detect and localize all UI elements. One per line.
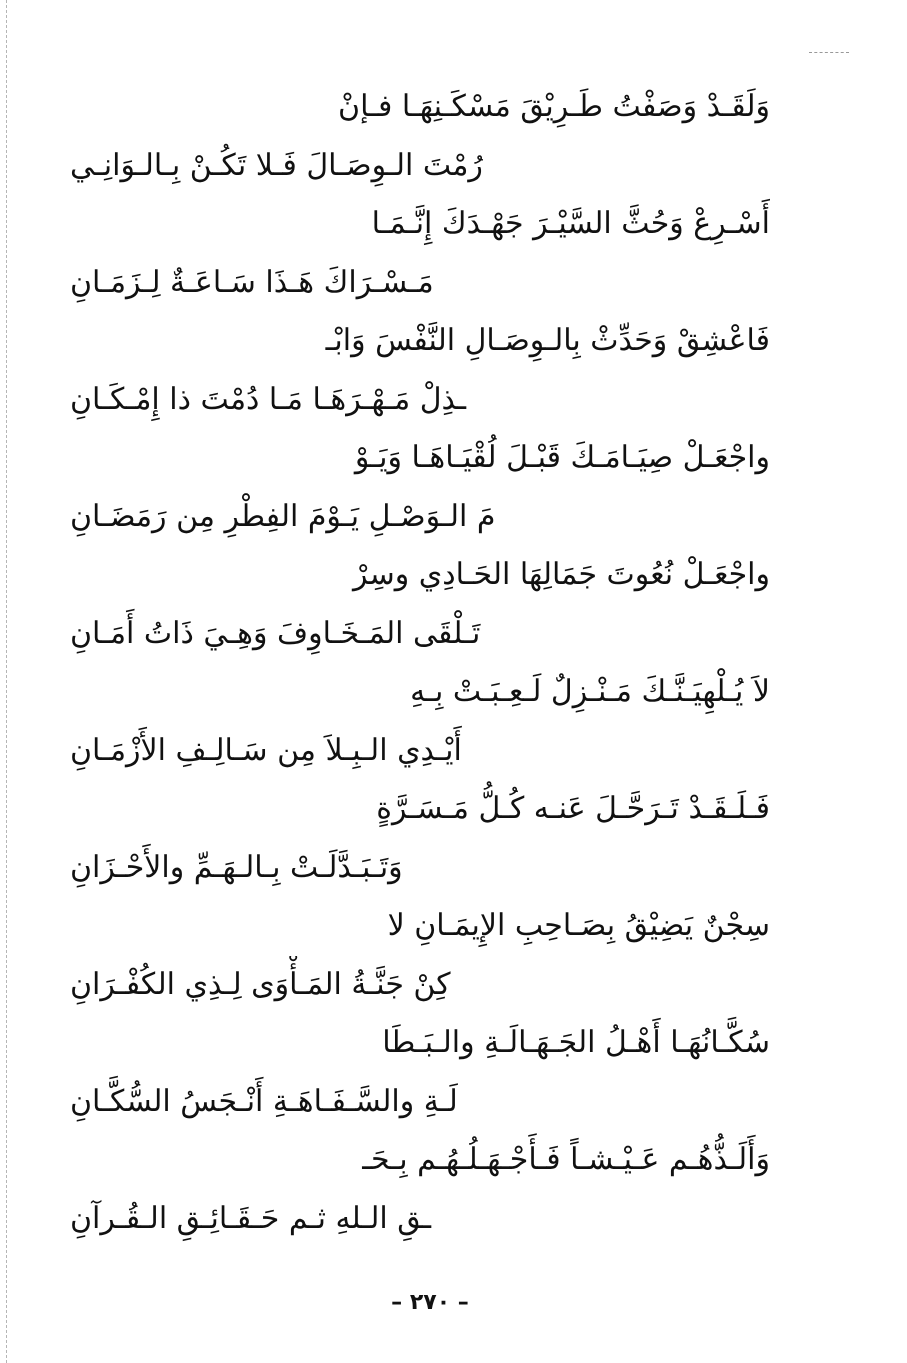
verse-line-second-hemistich: تَـلْقَى المَـخَـاوِفَ وَهِـيَ ذَاتُ أَمَـانِ <box>70 615 481 651</box>
verse-line-first-hemistich: سُكَّـانُهَـا أَهْـلُ الجَـهَـالَـةِ والـبَـطَا <box>382 1025 770 1060</box>
verse-line-second-hemistich: لَـةِ والسَّـفَـاهَـةِ أَنْـجَسُ السُّكَّـانِ <box>70 1083 458 1119</box>
verse-line-first-hemistich: واجْعَـلْ صِيَـامَـكَ قَبْـلَ لُقْيَـاهَـا وَيَـوْ <box>354 440 770 475</box>
page-number: – ٢٧٠ – <box>391 1290 469 1315</box>
verse-line-first-hemistich: واجْعَـلْ نُعُوتَ جَمَالِهَا الحَـادِي وسِرْ <box>353 557 770 592</box>
verse-line-first-hemistich: أَسْـرِعْ وَحُثَّ السَّيْـرَ جَهْـدَكَ إِنَّـمَـا <box>371 206 770 241</box>
verse-line-second-hemistich: رُمْتَ الـوِصَـالَ فَـلا تَكُـنْ بِـالـوَانِـي <box>70 147 483 183</box>
verse-line-second-hemistich: كِنْ جَنَّـةُ المَـأْوَى لِـذِي الكُفْـرَانِ <box>70 966 451 1002</box>
verse-line-first-hemistich: وَأَلَـذُّهُـم عَـيْـشـاً فَـأَجْـهَـلُـهُـم بِـحَـ <box>362 1142 770 1177</box>
scan-edge-line <box>6 0 7 1363</box>
scan-speck-mark <box>809 52 849 53</box>
verse-line-first-hemistich: سِجْنٌ يَضِيْقُ بِصَـاحِبِ الإِيمَـانِ لا <box>387 908 770 943</box>
verse-line-first-hemistich: وَلَقَـدْ وَصَفْتُ طَـرِيْقَ مَسْكَـنِهَـا فـإنْ <box>338 89 770 124</box>
poem-body <box>70 78 770 1248</box>
verse-line-second-hemistich: وَتَـبَـدَّلَـتْ بِـالـهَـمِّ والأَحْـزَانِ <box>70 849 403 885</box>
verse-line-second-hemistich: مَـسْـرَاكَ هَـذَا سَـاعَـةٌ لِـزَمَـانِ <box>70 264 434 300</box>
verse-line-first-hemistich: فَاعْشِقْ وَحَدِّثْ بِالـوِصَـالِ النَّفْسَ وَابْـ <box>325 323 770 358</box>
verse-line-second-hemistich: ـقِ الـلهِ ثـم حَـقَـائِـقِ الـقُـرآنِ <box>70 1200 432 1236</box>
verse-line-first-hemistich: فَـلَـقَـدْ تَـرَحَّـلَ عَنـه كُـلُّ مَـسَـرَّةٍ <box>376 791 770 826</box>
verse-line-second-hemistich: ـذِلْ مَـهْـرَهَـا مَـا دُمْتَ ذا إِمْـكَـانِ <box>70 381 467 417</box>
verse-line-second-hemistich: مَ الـوَصْـلِ يَـوْمَ الفِطْرِ مِن رَمَضَـانِ <box>70 498 496 534</box>
verse-line-first-hemistich: لاَ يُـلْهِيَـنَّـكَ مَـنْـزِلٌ لَـعِـبَـتْ بِـهِ <box>410 674 770 709</box>
verse-line-second-hemistich: أَيْـدِي الـبِـلاَ مِن سَـالِـفِ الأَزْمَـانِ <box>70 732 462 768</box>
